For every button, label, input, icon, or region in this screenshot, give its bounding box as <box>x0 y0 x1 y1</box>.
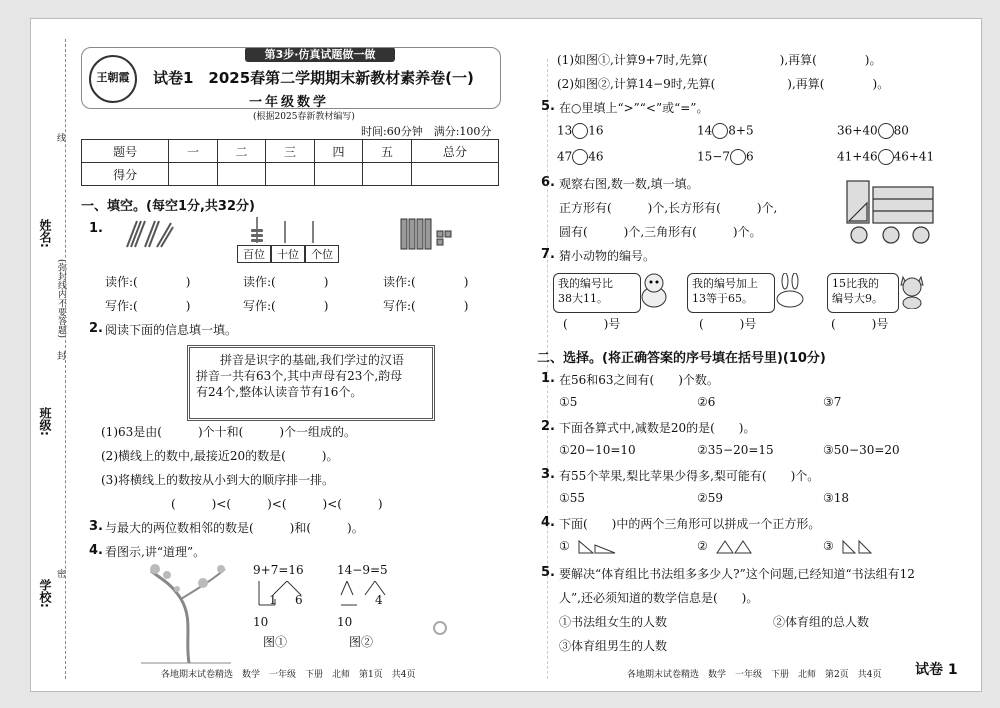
c2-opt1[interactable]: ①20−10=10 <box>559 443 636 457</box>
stick-bundles-icon <box>123 217 175 251</box>
q1-write-2[interactable]: 写作:( ) <box>243 299 329 313</box>
cat-icon <box>897 273 927 309</box>
q6-number: 6. <box>541 175 555 190</box>
q2-order-blanks[interactable]: ( )<( )<( )<( ) <box>171 497 383 511</box>
compare-circle[interactable] <box>878 149 894 165</box>
cmp-left: 14 <box>697 123 713 138</box>
cmp-right: 16 <box>588 123 604 138</box>
c1-opt3[interactable]: ③7 <box>823 395 842 409</box>
time-info: 时间:60分钟 满分:100分 <box>361 125 492 138</box>
cmp-left: 41+46 <box>837 149 878 164</box>
footer-left: 各地期末试卷精选 数学 一年级 下册 北师 第1页 共4页 <box>161 670 416 680</box>
footer-right: 各地期末试卷精选 数学 一年级 下册 北师 第2页 共4页 <box>627 670 882 680</box>
score-cell[interactable] <box>169 163 217 186</box>
triangles-3-icon <box>841 539 881 555</box>
cmp-right: 6 <box>745 149 754 164</box>
logo: 王朝霞 <box>89 55 137 103</box>
c1-number: 1. <box>541 371 555 386</box>
cmp-2 <box>697 123 754 139</box>
bubble-line: 我的编号加上 <box>692 277 758 290</box>
bubble-line: 38大11。 <box>558 292 608 305</box>
c3-opt1[interactable]: ①55 <box>559 491 586 505</box>
q1-number: 1. <box>89 221 103 236</box>
c5-opt2[interactable]: ②体育组的总人数 <box>773 615 870 629</box>
cube-blocks-icon <box>399 217 459 251</box>
eq1: 9+7=16 <box>253 563 304 577</box>
bubble-line: 我的编号比 <box>558 277 613 290</box>
binding-line <box>65 39 66 679</box>
vine-decoration-icon <box>431 619 449 637</box>
info-line: 有24个,整体认读音节有16个。 <box>196 385 363 399</box>
q5-text: 在○里填上“>”“<”或“=”。 <box>559 101 709 115</box>
bubble-1 <box>553 273 641 313</box>
q7-answer-3[interactable]: ( )号 <box>831 317 889 331</box>
exam-sheet <box>30 18 982 692</box>
q1-write-3[interactable]: 写作:( ) <box>383 299 469 313</box>
score-cell[interactable] <box>217 163 265 186</box>
q2-sub1[interactable]: (1)63是由( )个十和( )个一组成的。 <box>101 425 356 439</box>
cmp-right: 8+5 <box>728 123 754 138</box>
compare-circle[interactable] <box>572 149 588 165</box>
score-cell[interactable] <box>411 163 498 186</box>
eq2-bottom: 10 <box>337 615 353 629</box>
bubble-line: 13等于65。 <box>692 292 753 305</box>
cmp-1 <box>557 123 604 139</box>
caption-2: 图② <box>349 635 374 649</box>
place-label: 个位 <box>305 245 339 263</box>
score-header-cell: 三 <box>266 140 314 163</box>
cmp-4 <box>557 149 604 165</box>
q1-write-1[interactable]: 写作:( ) <box>105 299 191 313</box>
cmp-6 <box>837 149 934 165</box>
q6-text: 观察右图,数一数,填一填。 <box>559 177 699 191</box>
eq1-part-1: 1 <box>269 593 277 607</box>
info-line: 拼音是识字的基础,我们学过的汉语 <box>220 353 404 367</box>
compare-circle[interactable] <box>712 123 728 139</box>
compare-circle[interactable] <box>572 123 588 139</box>
score-cell[interactable] <box>363 163 411 186</box>
seal-note: (弥封线内不要答题) <box>56 259 66 339</box>
q7-number: 7. <box>541 247 555 262</box>
cmp-right: 46 <box>588 149 604 164</box>
q2-info-box <box>187 345 435 421</box>
c2-opt3[interactable]: ③50−30=20 <box>823 443 900 457</box>
cmp-right: 80 <box>893 123 909 138</box>
seal-mark-1: 线 <box>57 134 67 144</box>
c4-opt3[interactable]: ③ <box>823 539 834 553</box>
bubble-2 <box>687 273 775 313</box>
class-label: 班级: <box>38 407 52 436</box>
q2-sub3: (3)将横线上的数按从小到大的顺序排一排。 <box>101 473 334 487</box>
score-header-cell: 题号 <box>82 140 169 163</box>
seal-mark-2: 封 <box>57 352 67 362</box>
triangles-2-icon <box>715 539 755 555</box>
q1-read-1[interactable]: 读作:( ) <box>105 275 191 289</box>
c4-text[interactable]: 下面( )中的两个三角形可以拼成一个正方形。 <box>559 517 821 531</box>
bubble-line: 编号大9。 <box>832 292 883 305</box>
abacus-icon <box>233 217 337 243</box>
school-label: 学校: <box>38 579 52 608</box>
c4-number: 4. <box>541 515 555 530</box>
c1-text[interactable]: 在56和63之间有( )个数。 <box>559 373 719 387</box>
c1-opt1[interactable]: ①5 <box>559 395 578 409</box>
eq2-part-1: 4 <box>375 593 383 607</box>
seal-mark-3: 密 <box>57 570 67 580</box>
info-line: 拼音一共有63个,其中声母有23个,韵母 <box>196 369 403 383</box>
q6-line2[interactable]: 圆有( )个,三角形有( )个。 <box>559 225 762 239</box>
q7-text: 猜小动物的编号。 <box>559 249 656 263</box>
c3-opt2[interactable]: ②59 <box>697 491 724 505</box>
cmp-5 <box>697 149 754 165</box>
c5-text-2[interactable]: 人”,还必须知道的数学信息是( )。 <box>559 591 759 605</box>
q2-number: 2. <box>89 321 103 336</box>
place-label: 百位 <box>237 245 271 263</box>
score-row-label: 得分 <box>82 163 169 186</box>
c5-number: 5. <box>541 565 555 580</box>
q6-line1[interactable]: 正方形有( )个,长方形有( )个, <box>559 201 778 215</box>
score-header-cell: 四 <box>314 140 362 163</box>
c2-number: 2. <box>541 419 555 434</box>
bubble-3 <box>827 273 899 313</box>
score-header-cell: 二 <box>217 140 265 163</box>
c2-text[interactable]: 下面各算式中,减数是20的是( )。 <box>559 421 756 435</box>
score-cell[interactable] <box>314 163 362 186</box>
score-cell[interactable] <box>266 163 314 186</box>
c4-opt1[interactable]: ① <box>559 539 570 553</box>
section-choice-title: 二、选择。(将正确答案的序号填在括号里)(10分) <box>537 351 826 366</box>
q1-read-2[interactable]: 读作:( ) <box>243 275 329 289</box>
c2-opt2[interactable]: ②35−20=15 <box>697 443 774 457</box>
q4-text: 看图示,讲“道理”。 <box>105 545 206 559</box>
cmp-left: 36+40 <box>837 123 878 138</box>
c4-opt2[interactable]: ② <box>697 539 708 553</box>
score-table <box>81 139 499 186</box>
compare-circle[interactable] <box>730 149 746 165</box>
c5-opt3[interactable]: ③体育组男生的人数 <box>559 639 668 653</box>
c3-opt3[interactable]: ③18 <box>823 491 850 505</box>
rabbit-icon <box>773 273 807 309</box>
tree-decoration-icon <box>141 559 231 665</box>
q7-answer-2[interactable]: ( )号 <box>699 317 757 331</box>
q3-number: 3. <box>89 519 103 534</box>
shapes-truck-icon <box>845 179 937 245</box>
bubble-line: 15比我的 <box>832 277 879 290</box>
triangles-1-icon <box>577 539 617 555</box>
place-value-labels <box>237 245 339 263</box>
place-label: 十位 <box>271 245 305 263</box>
score-header-cell: 一 <box>169 140 217 163</box>
eq2: 14−9=5 <box>337 563 388 577</box>
name-label: 姓名: <box>38 219 52 248</box>
exam-title: 试卷1 2025春第二学期期末新教材素养卷(一) <box>153 69 474 87</box>
q3-text[interactable]: 与最大的两位数相邻的数是( )和( )。 <box>105 521 364 535</box>
step-banner: 第3步·仿真试题做一做 <box>245 47 395 62</box>
cmp-left: 47 <box>557 149 573 164</box>
dog-icon <box>637 271 671 309</box>
caption-1: 图① <box>263 635 288 649</box>
score-header-row <box>82 140 499 163</box>
eq1-part-2: 6 <box>295 593 303 607</box>
cmp-right: 46+41 <box>893 149 935 164</box>
c3-text[interactable]: 有55个苹果,梨比苹果少得多,梨可能有( )个。 <box>559 469 820 483</box>
c1-opt2[interactable]: ②6 <box>697 395 716 409</box>
section-fill-title: 一、填空。(每空1分,共32分) <box>81 199 255 214</box>
cmp-3 <box>837 123 909 139</box>
note: (根据2025春新教材编写) <box>253 112 355 122</box>
q2-title: 阅读下面的信息填一填。 <box>105 323 238 337</box>
page-badge: 试卷 1 <box>915 662 958 678</box>
score-header-cell: 五 <box>363 140 411 163</box>
eq1-bottom: 10 <box>253 615 269 629</box>
page-divider <box>547 59 548 679</box>
r2[interactable]: (2)如图②,计算14−9时,先算( ),再算( )。 <box>557 77 890 91</box>
decompose-lines-2 <box>337 581 397 611</box>
q7-answer-1[interactable]: ( )号 <box>563 317 621 331</box>
q5-number: 5. <box>541 99 555 114</box>
decompose-lines-1 <box>253 581 313 611</box>
q2-sub2[interactable]: (2)横线上的数中,最接近20的数是( )。 <box>101 449 339 463</box>
score-header-cell: 总分 <box>411 140 498 163</box>
c3-number: 3. <box>541 467 555 482</box>
c5-text-1: 要解决“体育组比书法组多多少人?”这个问题,已经知道“书法组有12 <box>559 567 915 581</box>
q1-read-3[interactable]: 读作:( ) <box>383 275 469 289</box>
subject: 一年级数学 <box>249 95 330 110</box>
c5-opt1[interactable]: ①书法组女生的人数 <box>559 615 668 629</box>
cmp-left: 13 <box>557 123 573 138</box>
score-row <box>82 163 499 186</box>
compare-circle[interactable] <box>878 123 894 139</box>
cmp-left: 15−7 <box>697 149 730 164</box>
r1[interactable]: (1)如图①,计算9+7时,先算( ),再算( )。 <box>557 53 882 67</box>
q4-number: 4. <box>89 543 103 558</box>
